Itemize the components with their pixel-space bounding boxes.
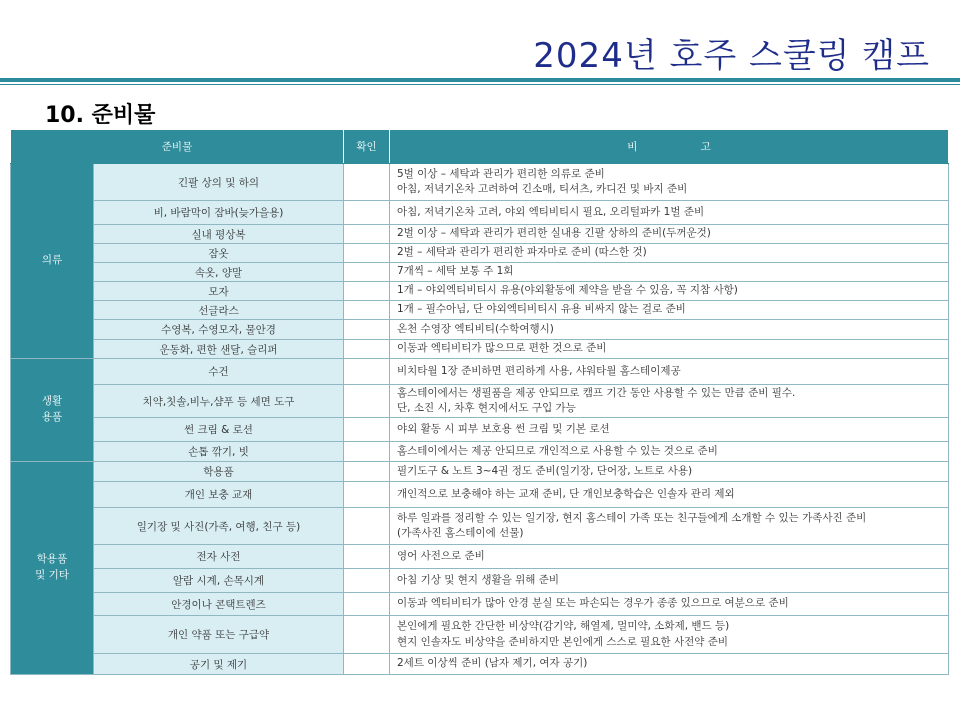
item-name: 손톱 깎기, 빗 [94, 442, 344, 462]
item-name: 개인 보충 교재 [94, 482, 344, 508]
table-row [11, 593, 949, 616]
check-cell[interactable] [344, 301, 390, 320]
check-cell[interactable] [344, 593, 390, 616]
note-text: 영어 사전으로 준비 [390, 545, 949, 569]
note-text: 2세트 이상씩 준비 (남자 제기, 여자 공기) [390, 654, 949, 675]
item-name: 개인 약품 또는 구급약 [94, 616, 344, 654]
note-text: 아침, 저녁기온차 고려, 야외 엑티비티시 필요, 오리털파카 1벌 준비 [390, 201, 949, 225]
table-row [11, 545, 949, 569]
table-row [11, 462, 949, 482]
table-row [11, 616, 949, 654]
item-name: 일기장 및 사진(가족, 여행, 친구 등) [94, 508, 344, 545]
item-name: 운동화, 편한 샌달, 슬리퍼 [94, 340, 344, 359]
item-name: 수영복, 수영모자, 물안경 [94, 320, 344, 340]
item-name: 전자 사전 [94, 545, 344, 569]
header-note: 비 고 [390, 130, 949, 164]
header-item: 준비물 [11, 130, 344, 164]
check-cell[interactable] [344, 359, 390, 385]
table-row [11, 263, 949, 282]
note-text: 1개 – 야외엑티비티시 유용(야외활동에 제약을 받을 수 있음, 꼭 지참 사항) [390, 282, 949, 301]
check-cell[interactable] [344, 385, 390, 418]
check-cell[interactable] [344, 482, 390, 508]
table-row [11, 201, 949, 225]
note-text: 하루 일과를 정리할 수 있는 일기장, 현지 홈스테이 가족 또는 친구들에게 소개할 수 있는 가족사진 준비 (가족사진 홈스테이에 선물) [390, 508, 949, 545]
note-text: 야외 활동 시 피부 보호용 썬 크림 및 기본 로션 [390, 418, 949, 442]
item-name: 학용품 [94, 462, 344, 482]
category-label: 의류 [11, 164, 94, 359]
note-text: 홈스테이에서는 생필품을 제공 안되므로 캠프 기간 동안 사용할 수 있는 만큼 준비 필수. 단, 소진 시, 차후 현지에서도 구입 가능 [390, 385, 949, 418]
table-row [11, 244, 949, 263]
supplies-table [10, 129, 949, 675]
table-row [11, 340, 949, 359]
check-cell[interactable] [344, 418, 390, 442]
section-title: 10. 준비물 [45, 103, 156, 128]
check-cell[interactable] [344, 201, 390, 225]
check-cell[interactable] [344, 508, 390, 545]
header-divider [0, 78, 960, 82]
table-row [11, 164, 949, 201]
note-text: 홈스테이에서는 제공 안되므로 개인적으로 사용할 수 있는 것으로 준비 [390, 442, 949, 462]
note-text: 필기도구 & 노트 3~4권 정도 준비(일기장, 단어장, 노트로 사용) [390, 462, 949, 482]
table-row [11, 225, 949, 244]
item-name: 알람 시계, 손목시계 [94, 569, 344, 593]
table-row [11, 442, 949, 462]
check-cell[interactable] [344, 263, 390, 282]
check-cell[interactable] [344, 340, 390, 359]
category-label: 생활 용품 [11, 359, 94, 462]
check-cell[interactable] [344, 244, 390, 263]
note-text: 5벌 이상 – 세탁과 관리가 편리한 의류로 준비 아침, 저녁기온차 고려하여 긴소매, 티셔츠, 카디건 및 바지 준비 [390, 164, 949, 201]
check-cell[interactable] [344, 164, 390, 201]
item-name: 속옷, 양말 [94, 263, 344, 282]
table-row [11, 282, 949, 301]
table-header-row [11, 130, 949, 164]
table-row [11, 482, 949, 508]
note-text: 7개씩 – 세탁 보통 주 1회 [390, 263, 949, 282]
header-check: 확인 [344, 130, 390, 164]
item-name: 썬 크림 & 로션 [94, 418, 344, 442]
header-divider-thin [0, 84, 960, 85]
note-text: 이동과 엑티비티가 많아 안경 분실 또는 파손되는 경우가 종종 있으므로 여분으로 준비 [390, 593, 949, 616]
check-cell[interactable] [344, 225, 390, 244]
note-text: 비치타월 1장 준비하면 편리하게 사용, 샤워타월 홈스테이제공 [390, 359, 949, 385]
note-text: 이동과 엑티비티가 많으므로 편한 것으로 준비 [390, 340, 949, 359]
check-cell[interactable] [344, 616, 390, 654]
item-name: 실내 평상복 [94, 225, 344, 244]
item-name: 비, 바람막이 잠바(늦가을용) [94, 201, 344, 225]
check-cell[interactable] [344, 569, 390, 593]
item-name: 공기 및 제기 [94, 654, 344, 675]
check-cell[interactable] [344, 320, 390, 340]
table-row [11, 301, 949, 320]
table-body [11, 164, 949, 675]
check-cell[interactable] [344, 462, 390, 482]
item-name: 선글라스 [94, 301, 344, 320]
table-row [11, 508, 949, 545]
table-row [11, 385, 949, 418]
check-cell[interactable] [344, 282, 390, 301]
item-name: 수건 [94, 359, 344, 385]
check-cell[interactable] [344, 654, 390, 675]
note-text: 아침 기상 및 현지 생활을 위해 준비 [390, 569, 949, 593]
note-text: 본인에게 필요한 간단한 비상약(감기약, 해열제, 멀미약, 소화제, 밴드 등) 현지 인솔자도 비상약을 준비하지만 본인에게 스스로 필요한 사전약 준비 [390, 616, 949, 654]
table-row [11, 320, 949, 340]
item-name: 모자 [94, 282, 344, 301]
note-text: 1개 – 필수아님, 단 야외엑티비티시 유용 비싸지 않는 걸로 준비 [390, 301, 949, 320]
table-row [11, 418, 949, 442]
note-text: 2벌 – 세탁과 관리가 편리한 파자마로 준비 (따스한 것) [390, 244, 949, 263]
item-name: 치약,칫솔,비누,샴푸 등 세면 도구 [94, 385, 344, 418]
note-text: 온천 수영장 엑티비티(수학여행시) [390, 320, 949, 340]
note-text: 개인적으로 보충해야 하는 교재 준비, 단 개인보충학습은 인솔자 관리 제외 [390, 482, 949, 508]
item-name: 잠옷 [94, 244, 344, 263]
table-row [11, 359, 949, 385]
check-cell[interactable] [344, 545, 390, 569]
category-label: 학용품 및 기타 [11, 462, 94, 675]
item-name: 안경이나 콘택트렌즈 [94, 593, 344, 616]
item-name: 긴팔 상의 및 하의 [94, 164, 344, 201]
note-text: 2벌 이상 – 세탁과 관리가 편리한 실내용 긴팔 상하의 준비(두꺼운것) [390, 225, 949, 244]
table-row [11, 654, 949, 675]
check-cell[interactable] [344, 442, 390, 462]
page-title: 2024년 호주 스쿨링 캠프 [533, 36, 930, 76]
table-row [11, 569, 949, 593]
